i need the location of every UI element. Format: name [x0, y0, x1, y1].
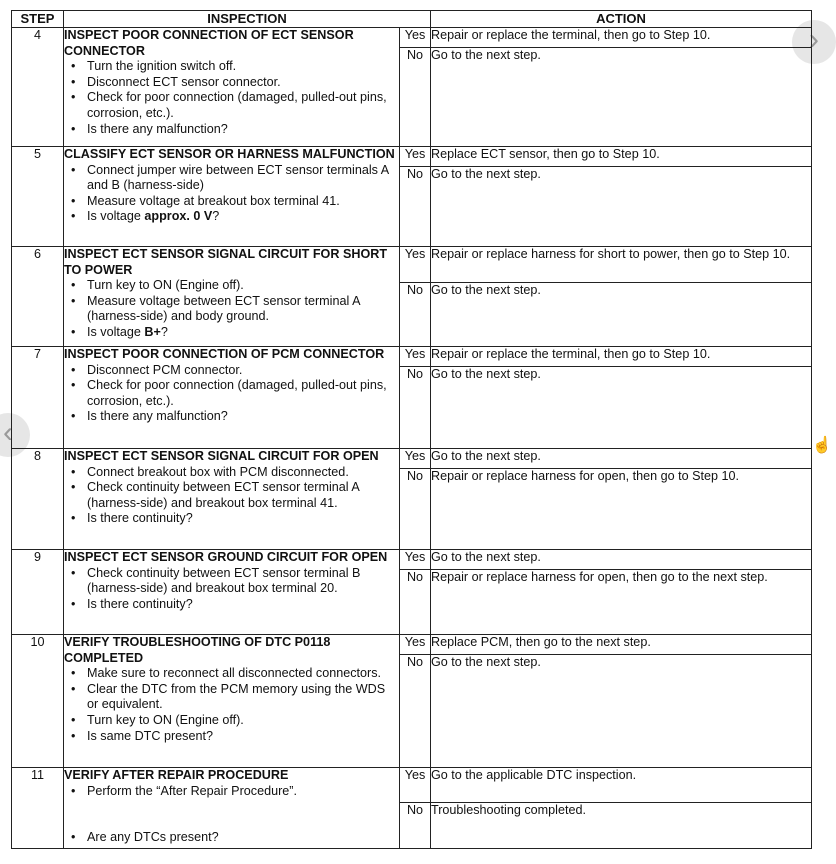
bullet-text: Is voltage [87, 209, 145, 224]
answer-no: No [400, 367, 431, 449]
answer-yes: Yes [400, 449, 431, 469]
inspection-bullet: • Make sure to reconnect all disconnected connectors. [84, 666, 399, 682]
inspection-bullet: • Is there continuity? [84, 597, 399, 613]
inspection-title: INSPECT ECT SENSOR SIGNAL CIRCUIT FOR SHORT TO POWER [64, 247, 388, 277]
inspection-title: INSPECT ECT SENSOR GROUND CIRCUIT FOR OPEN [64, 550, 388, 564]
table-row [12, 347, 812, 367]
step-number: 4 [12, 28, 64, 147]
step-number: 11 [12, 768, 64, 849]
diagnostic-table [11, 10, 812, 849]
step-number: 5 [12, 147, 64, 247]
inspection-bullet: • Is there continuity? [84, 511, 399, 527]
inspection-bullet: • Disconnect ECT sensor connector. [84, 75, 399, 91]
inspection-title: INSPECT POOR CONNECTION OF PCM CONNECTOR [64, 347, 385, 361]
inspection-cell [64, 247, 400, 347]
table-header-row [12, 11, 812, 28]
answer-yes: Yes [400, 768, 431, 803]
inspection-cell [64, 347, 400, 449]
action-no: Go to the next step. [431, 167, 812, 247]
bullet-emphasis: approx. 0 V [144, 209, 213, 224]
inspection-bullet: • Clear the DTC from the PCM memory using the WDS or equivalent. [84, 682, 399, 713]
action-yes: Replace PCM, then go to the next step. [431, 635, 812, 655]
answer-yes: Yes [400, 247, 431, 283]
action-yes: Repair or replace the terminal, then go to Step 10. [431, 28, 812, 48]
answer-no: No [400, 655, 431, 768]
inspection-title: VERIFY TROUBLESHOOTING OF DTC P0118 COMPLETED [64, 635, 331, 665]
header-action: ACTION [431, 11, 812, 28]
header-step: STEP [12, 11, 64, 28]
action-no: Go to the next step. [431, 48, 812, 147]
chevron-right-icon: › [809, 23, 819, 56]
bullet-text: ? [212, 209, 220, 224]
bullet-text: ? [160, 324, 168, 339]
step-number: 8 [12, 449, 64, 550]
inspection-bullet [84, 209, 399, 225]
header-inspection: INSPECTION [64, 11, 431, 28]
answer-yes: Yes [400, 347, 431, 367]
inspection-bullet: • Measure voltage between ECT sensor terminal A (harness-side) and body ground. [84, 294, 399, 325]
answer-no: No [400, 283, 431, 347]
answer-yes: Yes [400, 28, 431, 48]
inspection-bullet: • Connect breakout box with PCM disconnected. [84, 465, 399, 481]
step-number: 10 [12, 635, 64, 768]
bullet-emphasis: B+ [144, 324, 161, 339]
inspection-title: VERIFY AFTER REPAIR PROCEDURE [64, 768, 289, 782]
answer-yes: Yes [400, 550, 431, 570]
action-yes: Go to the applicable DTC inspection. [431, 768, 812, 803]
inspection-cell [64, 768, 400, 849]
inspection-bullet: • Is same DTC present? [84, 729, 399, 745]
inspection-bullet: • Perform the “After Repair Procedure”. [84, 784, 399, 800]
inspection-bullet [84, 325, 399, 341]
action-yes: Repair or replace harness for short to power, then go to Step 10. [431, 247, 812, 283]
hand-cursor-icon: ☝ [812, 437, 832, 454]
inspection-bullet: • Is there any malfunction? [84, 122, 399, 138]
inspection-bullet: • Disconnect PCM connector. [84, 363, 399, 379]
inspection-bullet: • Check for poor connection (damaged, pulled-out pins, corrosion, etc.). [84, 90, 399, 121]
inspection-title: INSPECT POOR CONNECTION OF ECT SENSOR CONNECTOR [64, 28, 354, 58]
answer-yes: Yes [400, 147, 431, 167]
table-row [12, 635, 812, 655]
inspection-cell [64, 449, 400, 550]
action-no: Go to the next step. [431, 367, 812, 449]
inspection-bullet: • Check continuity between ECT sensor terminal B (harness-side) and breakout box terminal 20. [84, 566, 399, 597]
action-yes: Repair or replace the terminal, then go to Step 10. [431, 347, 812, 367]
inspection-cell [64, 147, 400, 247]
inspection-cell [64, 28, 400, 147]
inspection-bullet: • Is there any malfunction? [84, 409, 399, 425]
step-number: 7 [12, 347, 64, 449]
step-number: 9 [12, 550, 64, 635]
table-row [12, 247, 812, 283]
bullet-text: Is voltage [87, 324, 145, 339]
inspection-bullet: • Measure voltage at breakout box terminal 41. [84, 194, 399, 210]
inspection-bullet: • Check for poor connection (damaged, pulled-out pins, corrosion, etc.). [84, 378, 399, 409]
table-row [12, 550, 812, 570]
action-no: Go to the next step. [431, 283, 812, 347]
inspection-bullet: • Turn key to ON (Engine off). [84, 713, 399, 729]
inspection-title: INSPECT ECT SENSOR SIGNAL CIRCUIT FOR OPEN [64, 449, 379, 463]
answer-no: No [400, 469, 431, 550]
table-row [12, 28, 812, 48]
answer-no: No [400, 570, 431, 635]
table-row [12, 147, 812, 167]
inspection-bullet: • Are any DTCs present? [84, 830, 399, 846]
inspection-bullet: • Turn the ignition switch off. [84, 59, 399, 75]
action-no: Repair or replace harness for open, then go to the next step. [431, 570, 812, 635]
answer-yes: Yes [400, 635, 431, 655]
action-yes: Go to the next step. [431, 449, 812, 469]
inspection-title: CLASSIFY ECT SENSOR OR HARNESS MALFUNCTION [64, 147, 395, 161]
step-number: 6 [12, 247, 64, 347]
inspection-bullet: • Connect jumper wire between ECT sensor terminals A and B (harness-side) [84, 163, 399, 194]
chevron-left-icon: ‹ [3, 416, 13, 449]
inspection-cell [64, 550, 400, 635]
action-yes: Go to the next step. [431, 550, 812, 570]
table-row [12, 768, 812, 803]
answer-no: No [400, 167, 431, 247]
inspection-cell [64, 635, 400, 768]
inspection-bullet: • Turn key to ON (Engine off). [84, 278, 399, 294]
table-row [12, 449, 812, 469]
action-no: Troubleshooting completed. [431, 803, 812, 849]
action-yes: Replace ECT sensor, then go to Step 10. [431, 147, 812, 167]
answer-no: No [400, 803, 431, 849]
action-no: Go to the next step. [431, 655, 812, 768]
action-no: Repair or replace harness for open, then go to Step 10. [431, 469, 812, 550]
inspection-bullet: • Check continuity between ECT sensor terminal A (harness-side) and breakout box terminal 41. [84, 480, 399, 511]
answer-no: No [400, 48, 431, 147]
